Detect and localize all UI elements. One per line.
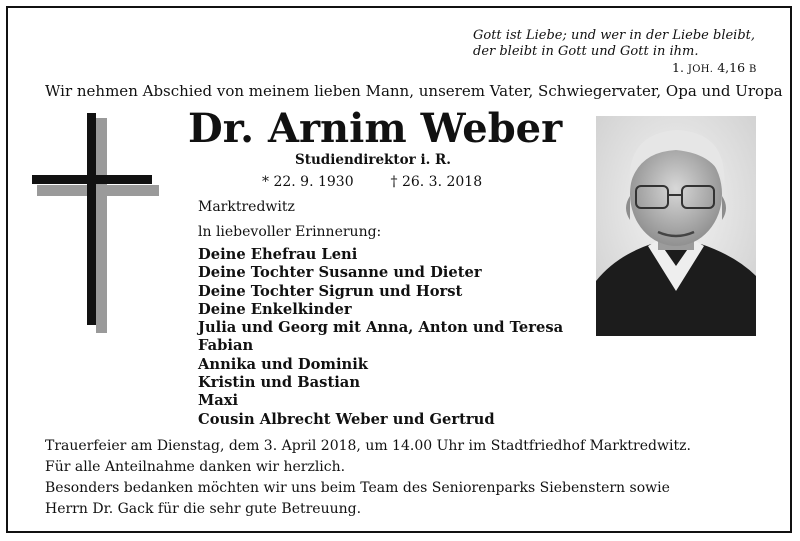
portrait-photo (596, 116, 756, 336)
death-date: 26. 3. 2018 (401, 174, 483, 190)
mourner-line: Deine Enkelkinder (198, 300, 352, 318)
reference-book: JOH. (687, 64, 714, 75)
footer-line: Für alle Anteilnahme danken wir herzlich. (45, 459, 346, 475)
birth-symbol: * (262, 174, 269, 190)
mourner-line: Annika und Dominik (198, 355, 368, 373)
mourner-line: Maxi (198, 392, 239, 410)
quote-reference: 1. JOH. 4,16 B (672, 60, 757, 75)
footer-line: Herrn Dr. Gack für die sehr gute Betreuung. (45, 501, 362, 517)
mourner-line: Julia und Georg mit Anna, Anton und Teresa (198, 319, 564, 337)
mourner-line: Deine Tochter Susanne und Dieter (198, 264, 482, 282)
life-dates (262, 174, 482, 190)
mourner-line: Fabian (198, 337, 254, 355)
deceased-title: Studiendirektor i. R. (295, 152, 451, 168)
city: Marktredwitz (198, 199, 295, 215)
cross-horizontal (32, 175, 152, 184)
funeral-notice (45, 436, 691, 520)
quote-line-2: der bleibt in Gott und Gott in ihm. (473, 44, 699, 59)
mourners-list (198, 246, 563, 429)
cross-shadow-vertical (96, 118, 107, 333)
cross-vertical (87, 113, 96, 325)
death-symbol: † (390, 174, 398, 190)
bible-quote (473, 28, 758, 60)
mourner-line: Cousin Albrecht Weber und Gertrud (198, 410, 495, 428)
memory-label: ln liebevoller Erinnerung: (198, 224, 382, 240)
birth-date: 22. 9. 1930 (273, 174, 354, 190)
mourner-line: Deine Ehefrau Leni (198, 246, 358, 263)
footer-line: Trauerfeier am Dienstag, dem 3. April 2018, um 14.00 Uhr im Stadtfriedhof Marktredwitz. (45, 438, 691, 454)
quote-line-1: Gott ist Liebe; und wer in der Liebe bleibt, (473, 28, 756, 43)
cross-shadow-horizontal (37, 185, 159, 196)
mourner-line: Kristin und Bastian (198, 374, 361, 392)
deceased-name: Dr. Arnim Weber (188, 105, 563, 152)
cross-icon (30, 113, 160, 333)
farewell-intro: Wir nehmen Abschied von meinem lieben Mann, unserem Vater, Schwiegervater, Opa und Uropa (45, 82, 783, 100)
footer-line: Besonders bedanken möchten wir uns beim Team des Seniorenparks Siebenstern sowie (45, 480, 670, 496)
mourner-line: Deine Tochter Sigrun und Horst (198, 282, 463, 300)
